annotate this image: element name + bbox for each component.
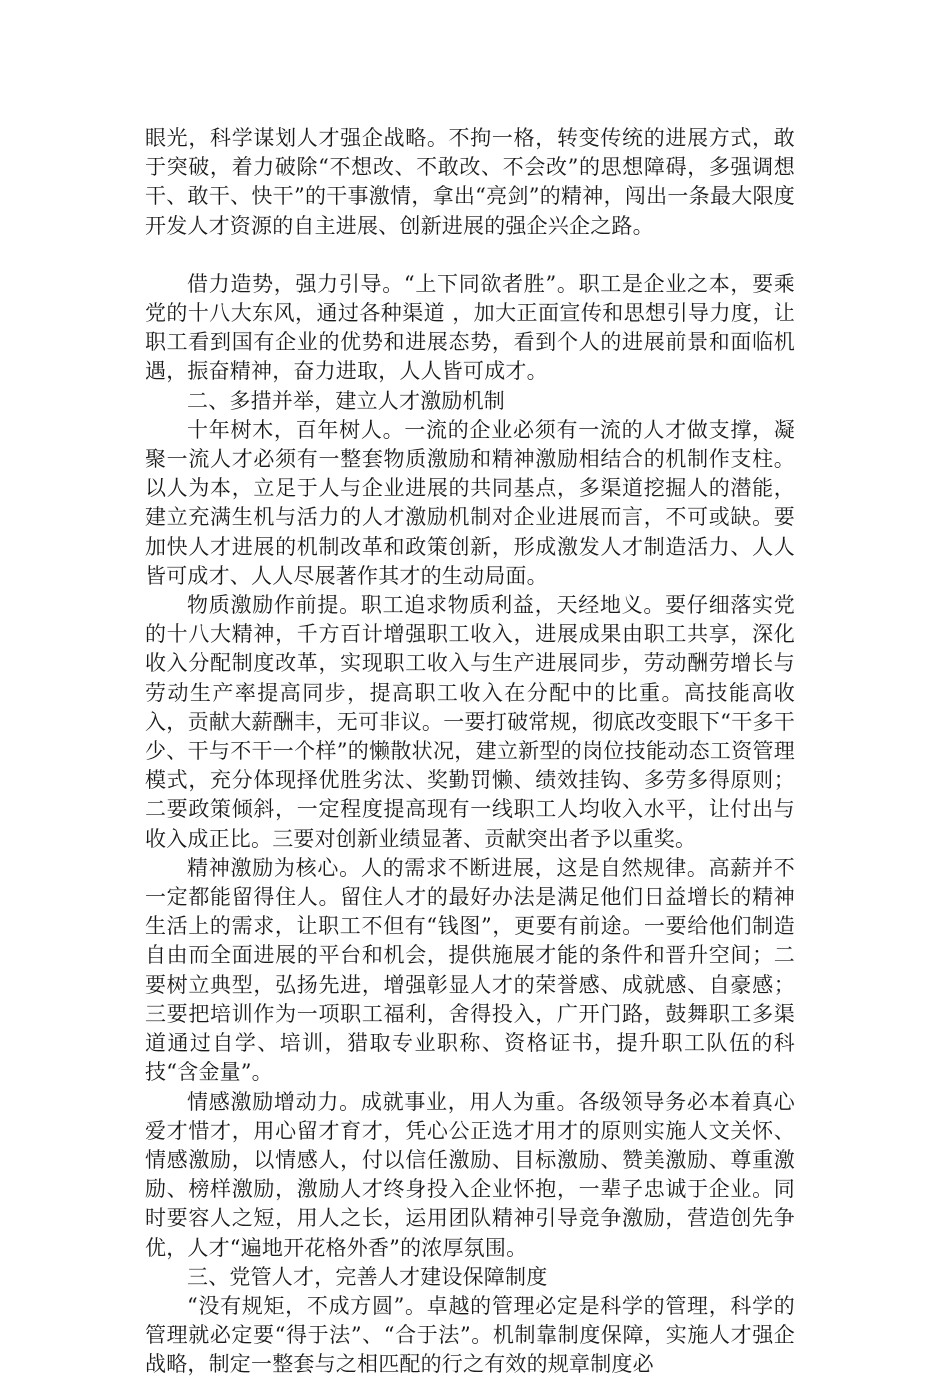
paragraph-emotional-incentive: 情感激励增动力。成就事业，用人为重。各级领导务必本着真心爱才惜才，用心留才育才，凭心公正选才用才的原则实施人文关怀、情感激励，以情感人，付以信任激励、目标激励、赞美激励、尊重激励、榜样激励，激励人才终身投入企业怀抱，一辈子忠诚于企业。同时要容人之短，用人之长，运用团队精神引导竞争激励，营造创先争优，人才“遍地开花格外香”的浓厚氛围。 (145, 1089, 795, 1260)
paragraph-continuation: 眼光，科学谋划人才强企战略。不拘一格，转变传统的进展方式，敢于突破，着力破除“不想改、不敢改、不会改”的思想障碍，多强调想干、敢干、快干”的干事激情，拿出“亮剑”的精神，闯出一条最大限度开发人才资源的自主进展、创新进展的强企兴企之路。 (145, 126, 795, 238)
section-heading-3: 三、党管人才，完善人才建设保障制度 (187, 1264, 548, 1289)
paragraph-material-incentive: 物质激励作前提。职工追求物质利益，天经地义。要仔细落实党的十八大精神，千方百计增强职工收入，进展成果由职工共享，深化收入分配制度改革，实现职工收入与生产进展同步，劳动酬劳增长与劳动生产率提高同步，提高职工收入在分配中的比重。高技能高收入，贡献大薪酬丰，无可非议。一要打破常规，彻底改变眼下“干多干少、干与不干一个样”的懒散状况，建立新型的岗位技能动态工资管理模式，充分体现择优胜劣汰、奖勤罚懒、绩效挂钩、多劳多得原则；二要政策倾斜，一定程度提高现有一线职工人均收入水平，让付出与收入成正比。三要对创新业绩显著、贡献突出者予以重奖。 (145, 593, 795, 851)
paragraph-rules: “没有规矩，不成方圆”。卓越的管理必定是科学的管理，科学的管理就必定要“得于法”、“合于法”。机制靠制度保障，实施人才强企战略，制定一整套与之相匹配的行之有效的规章制度必 (145, 1293, 795, 1377)
paragraph-guidance: 借力造势，强力引导。“上下同欲者胜”。职工是企业之本，要乘党的十八大东风，通过各种渠道 ，加大正面宣传和思想引导力度，让职工看到国有企业的优势和进展态势，看到个人的进展前景和面临机遇，振奋精神，奋力进取，人人皆可成才。 (145, 271, 795, 384)
paragraph-spiritual-incentive: 精神激励为核心。人的需求不断进展，这是自然规律。高薪并不一定都能留得住人。留住人才的最好办法是满足他们日益增长的精神生活上的需求，让职工不但有“钱图”，更要有前途。一要给他们制造自由而全面进展的平台和机会，提供施展才能的条件和晋升空间；二要树立典型，弘扬先进，增强彰显人才的荣誉感、成就感、自豪感；三要把培训作为一项职工福利，舍得投入，广开门路，鼓舞职工多渠道通过自学、培训，猎取专业职称、资格证书，提升职工队伍的科技“含金量”。 (145, 855, 795, 1085)
paragraph-talent: 十年树木，百年树人。一流的企业必须有一流的人才做支撑，凝聚一流人才必须有一整套物质激励和精神激励相结合的机制作支柱。以人为本，立足于人与企业进展的共同基点，多渠道挖掘人的潜能，建立充满生机与活力的人才激励机制对企业进展而言，不可或缺。要加快人才进展的机制改革和政策创新，形成激发人才制造活力、人人皆可成才、人人尽展著作其才的生动局面。 (145, 417, 795, 588)
document-page (145, 124, 795, 1380)
section-heading-2: 二、多措并举，建立人才激励机制 (187, 388, 505, 413)
